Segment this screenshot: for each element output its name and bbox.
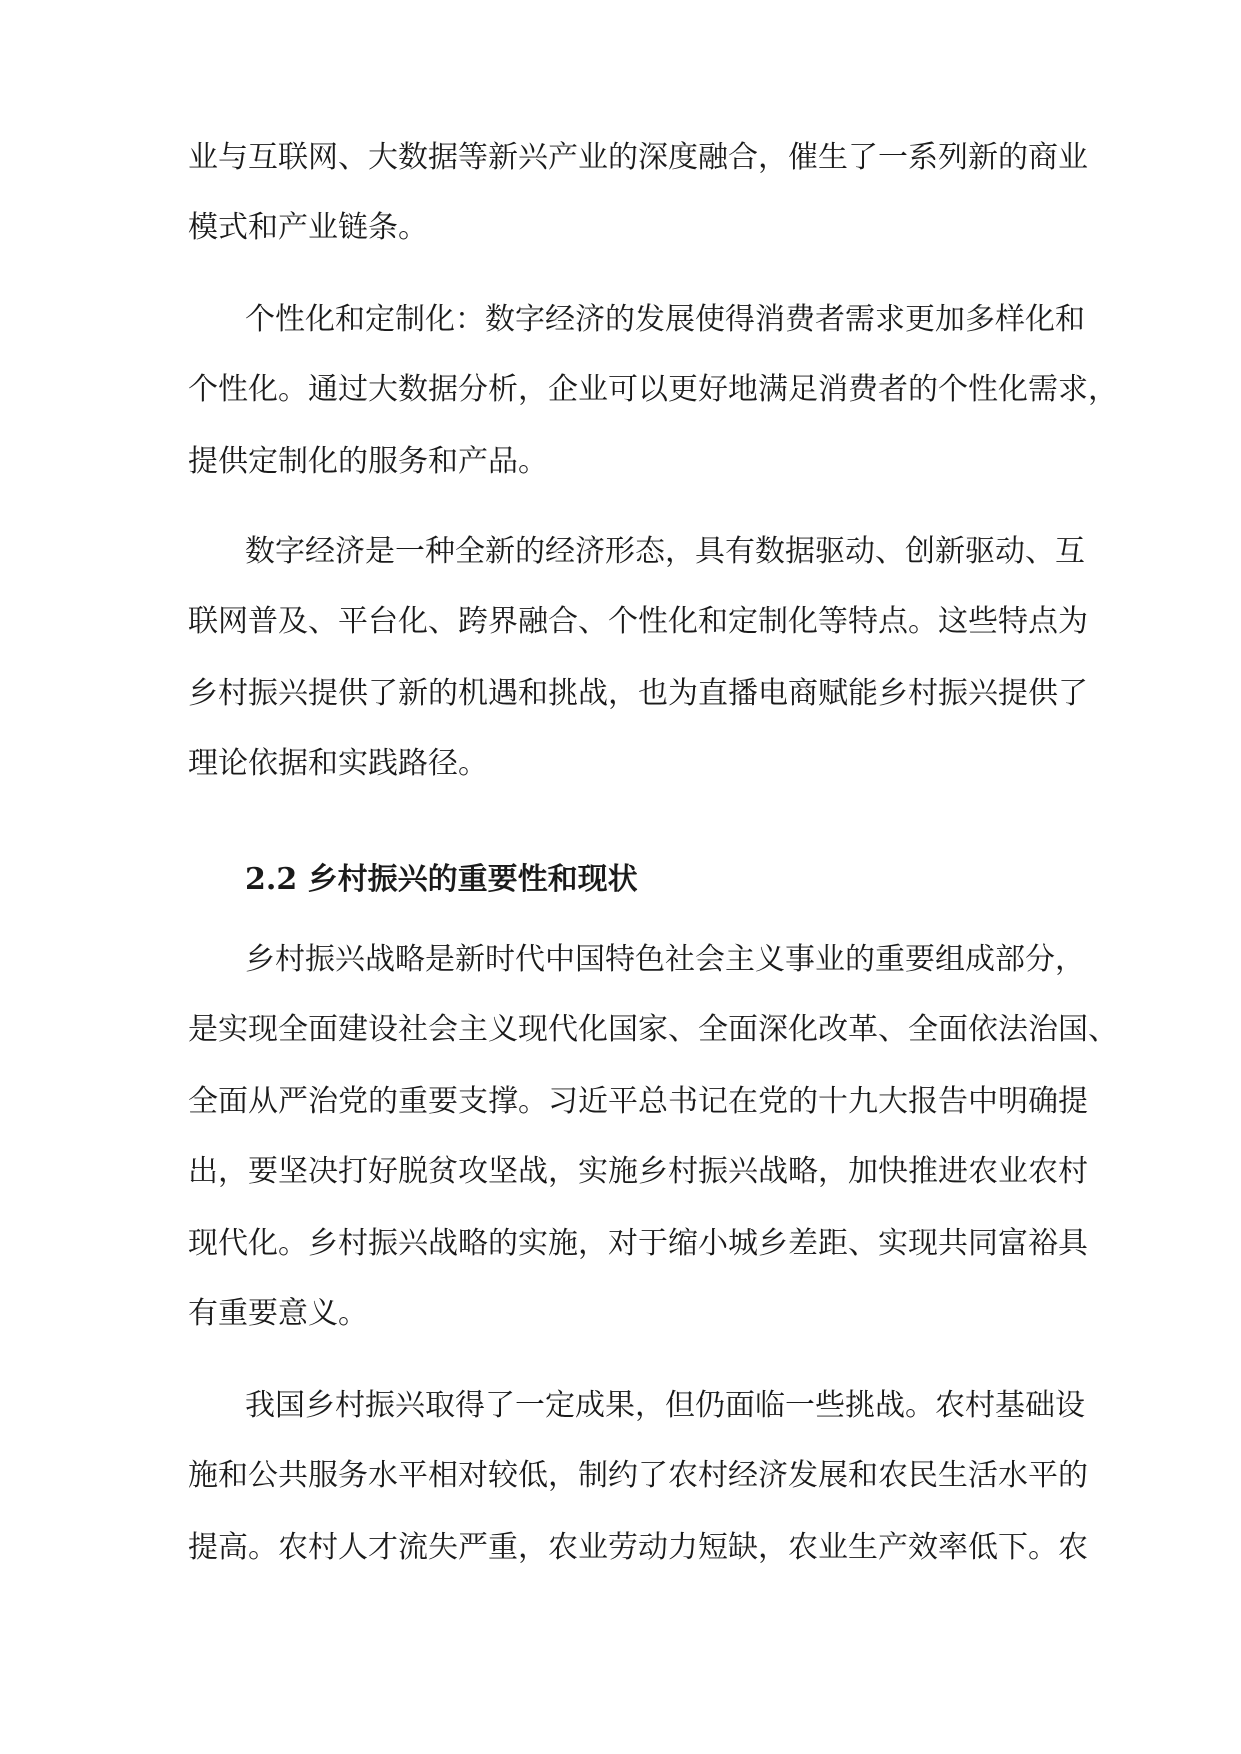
paragraph-line: 全面从严治党的重要支撑。习近平总书记在党的十九大报告中明确提: [188, 1084, 1088, 1119]
paragraph-line: 出，要坚决打好脱贫攻坚战，实施乡村振兴战略，加快推进农业农村: [188, 1154, 1088, 1189]
paragraph-line: 提高。农村人才流失严重，农业劳动力短缺，农业生产效率低下。农: [188, 1530, 1088, 1565]
paragraph-line: 是实现全面建设社会主义现代化国家、全面深化改革、全面依法治国、: [188, 1012, 1118, 1047]
paragraph-line: 联网普及、平台化、跨界融合、个性化和定制化等特点。这些特点为: [188, 604, 1088, 639]
paragraph-line: 我国乡村振兴取得了一定成果，但仍面临一些挑战。农村基础设: [245, 1388, 1085, 1423]
paragraph-line: 乡村振兴提供了新的机遇和挑战，也为直播电商赋能乡村振兴提供了: [188, 676, 1088, 711]
section-heading: 2.2 乡村振兴的重要性和现状: [245, 862, 638, 897]
paragraph-line: 现代化。乡村振兴战略的实施，对于缩小城乡差距、实现共同富裕具: [188, 1226, 1088, 1261]
paragraph-line: 乡村振兴战略是新时代中国特色社会主义事业的重要组成部分，: [245, 942, 1085, 977]
paragraph-line: 有重要意义。: [188, 1296, 368, 1331]
paragraph-line: 施和公共服务水平相对较低，制约了农村经济发展和农民生活水平的: [188, 1458, 1088, 1493]
paragraph-line: 理论依据和实践路径。: [188, 746, 488, 781]
paragraph-line: 业与互联网、大数据等新兴产业的深度融合，催生了一系列新的商业: [188, 140, 1088, 175]
paragraph-line: 提供定制化的服务和产品。: [188, 444, 548, 479]
paragraph-line: 数字经济是一种全新的经济形态，具有数据驱动、创新驱动、互: [245, 534, 1085, 569]
paragraph-line: 个性化和定制化：数字经济的发展使得消费者需求更加多样化和: [245, 302, 1085, 337]
paragraph-line: 模式和产业链条。: [188, 210, 428, 245]
paragraph-line: 个性化。通过大数据分析，企业可以更好地满足消费者的个性化需求，: [188, 372, 1118, 407]
